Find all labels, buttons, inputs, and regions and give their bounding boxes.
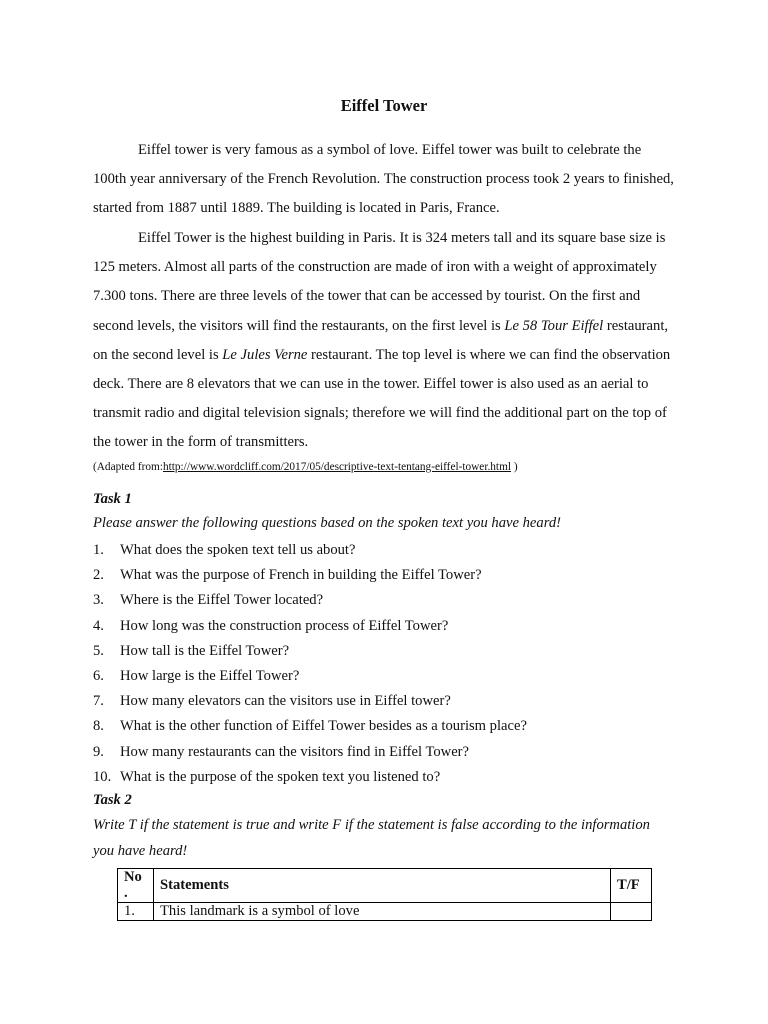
column-header-no: [118, 869, 154, 903]
question-item: [93, 689, 693, 714]
source-suffix: ): [511, 461, 518, 473]
paragraph-1-text: Eiffel tower is very famous as a symbol of love. Eiffel tower was built to celebrate the 100th year anniversary of the French Revolution. The construction process took 2 years to finished, started from 1887 until 1889. The building is located in Paris, France.: [93, 142, 674, 217]
question-item: [93, 714, 693, 739]
question-number: 3.: [93, 592, 104, 609]
source-citation: [93, 459, 693, 475]
question-number: 2.: [93, 567, 104, 584]
question-number: 5.: [93, 642, 104, 659]
table-header-row: [118, 869, 652, 903]
question-item: [93, 740, 693, 765]
question-item: [93, 588, 693, 613]
question-text: What is the other function of Eiffel Tower besides as a tourism place?: [120, 718, 527, 735]
question-item: [93, 538, 693, 563]
cell-tf[interactable]: [611, 903, 652, 921]
source-link[interactable]: http://www.wordcliff.com/2017/05/descriptive-text-tentang-eiffel-tower.html: [162, 461, 511, 473]
question-item: [93, 765, 693, 790]
task-1-instruction: Please answer the following questions based on the spoken text you have heard!: [93, 515, 561, 531]
question-item: [93, 664, 693, 689]
question-list: [93, 538, 693, 790]
source-prefix: (Adapted from:: [93, 461, 163, 473]
question-text: What is the purpose of the spoken text you listened to?: [120, 768, 441, 785]
question-number: 6.: [93, 667, 104, 684]
column-header-statements: Statements: [154, 869, 611, 903]
restaurant-name-2: Le Jules Verne: [222, 346, 308, 363]
task-1-heading: Task 1: [93, 491, 132, 507]
question-item: [93, 639, 693, 664]
question-text: How many restaurants can the visitors find in Eiffel Tower?: [120, 743, 470, 760]
question-number: 9.: [93, 743, 104, 760]
paragraph-2-text-b: restaurant, on the second level is: [93, 317, 669, 363]
restaurant-name-1: Le 58 Tour Eiffel: [504, 317, 604, 334]
question-number: 10.: [93, 768, 112, 785]
task-2-heading: Task 2: [93, 792, 132, 808]
true-false-table: [117, 868, 652, 921]
cell-no: 1.: [118, 903, 154, 921]
question-number: 8.: [93, 718, 104, 735]
column-header-no-label: No .: [124, 869, 142, 901]
question-text: How many elevators can the visitors use in Eiffel tower?: [120, 693, 451, 710]
paragraph-2-text-a: Eiffel Tower is the highest building in Paris. It is 324 meters tall and its square base size is 125 meters. Almost all parts of the construction are made of iron with a weight of approximately 7.300 tons. There are three levels of the tower that can be accessed by tourist. On the first and second levels, the visitors will find the restaurants, on the first level is: [93, 230, 666, 334]
paragraph-2-text-c: restaurant. The top level is where we can find the observation deck. There are 8 elevators that we can use in the tower. Eiffel tower is also used as an aerial to transmit radio and digital television signals; therefore we will find the additional part on the top of the tower in the form of transmitters.: [93, 346, 671, 451]
task-2-instruction: Write T if the statement is true and write F if the statement is false according to the information you have heard!: [93, 817, 650, 859]
question-text: Where is the Eiffel Tower located?: [120, 592, 324, 609]
cell-statement: This landmark is a symbol of love: [154, 903, 611, 921]
paragraph-1: [93, 136, 678, 224]
question-text: How large is the Eiffel Tower?: [120, 667, 300, 684]
question-number: 7.: [93, 693, 104, 710]
question-text: How tall is the Eiffel Tower?: [120, 642, 290, 659]
question-text: How long was the construction process of Eiffel Tower?: [120, 617, 449, 634]
table-row: [118, 903, 652, 921]
question-item: [93, 614, 693, 639]
question-number: 4.: [93, 617, 104, 634]
column-header-tf: T/F: [611, 869, 652, 903]
table-body: [118, 903, 652, 921]
question-item: [93, 563, 693, 588]
document-title: Eiffel Tower: [340, 96, 428, 115]
question-text: What was the purpose of French in building the Eiffel Tower?: [120, 567, 482, 584]
question-number: 1.: [93, 542, 104, 558]
paragraph-2: [93, 224, 678, 458]
question-text: What does the spoken text tell us about?: [120, 542, 356, 558]
